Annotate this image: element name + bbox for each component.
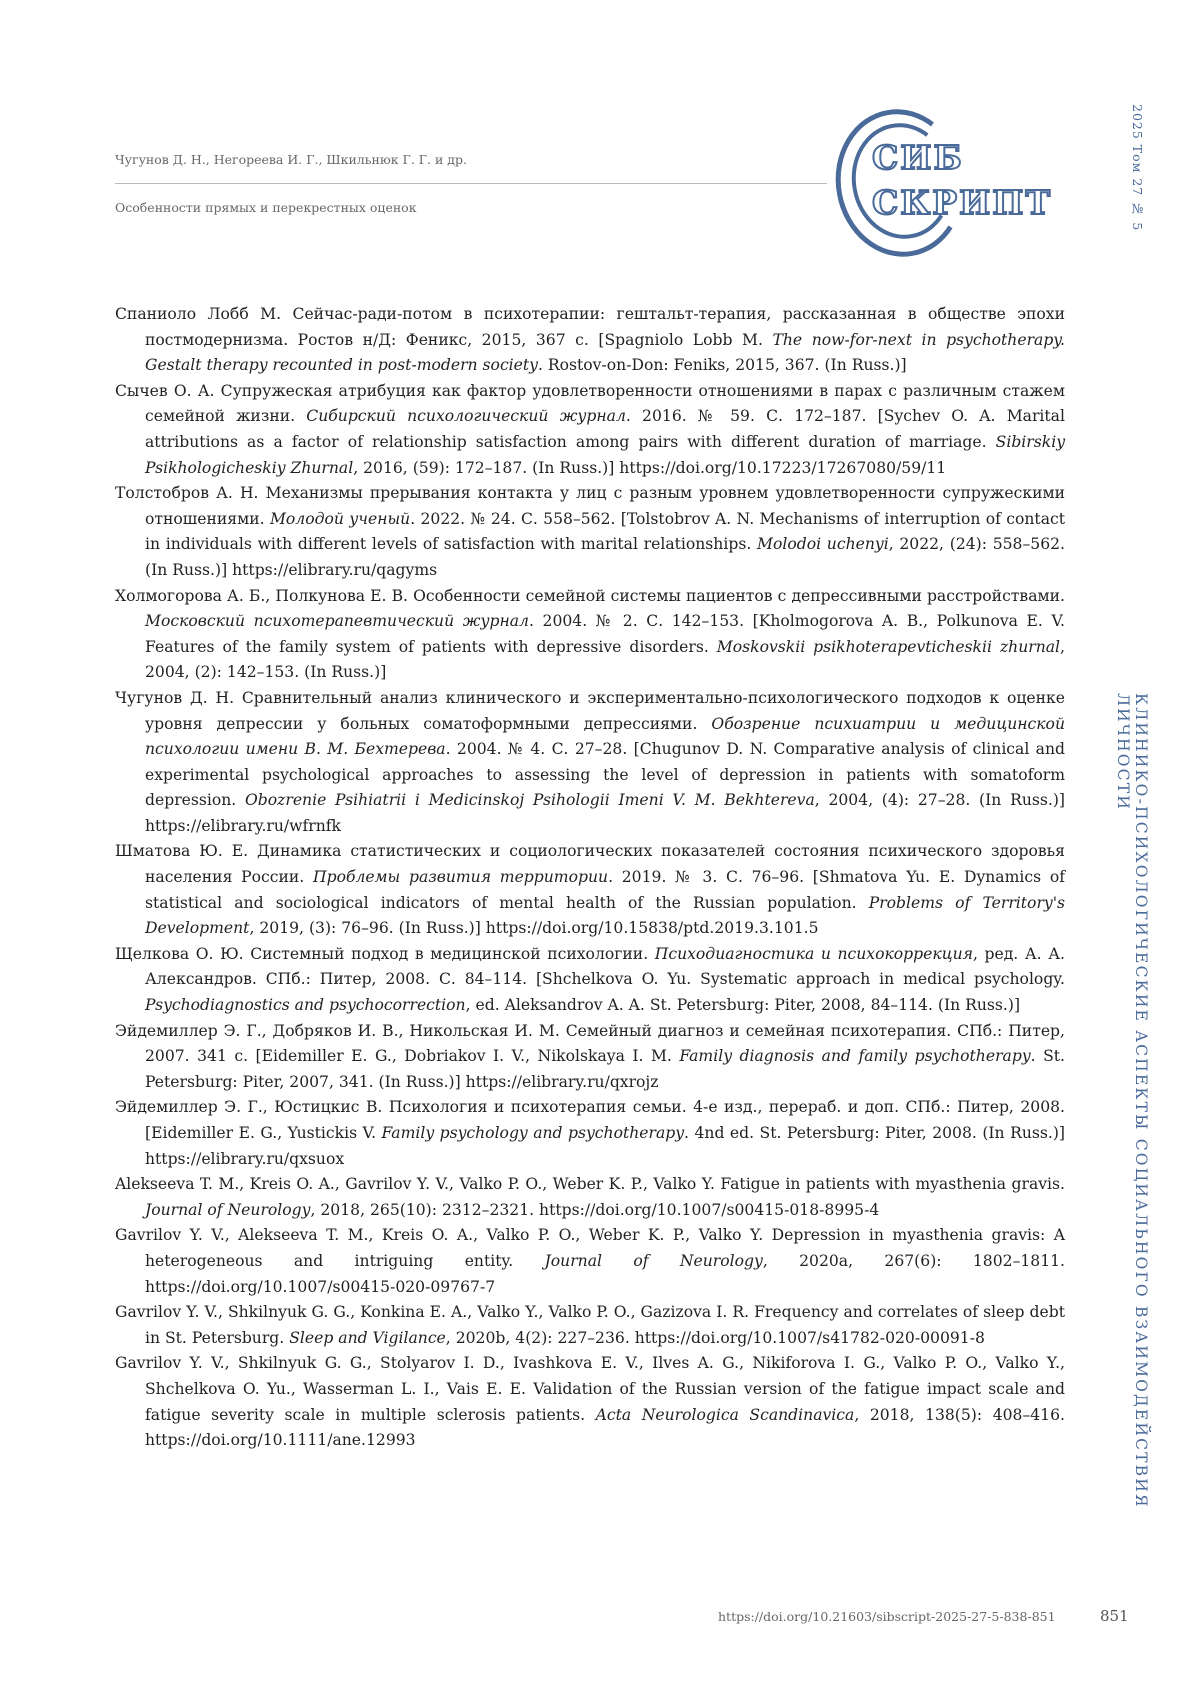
section-label: КЛИНИКО-ПСИХОЛОГИЧЕСКИЕ АСПЕКТЫ СОЦИАЛЬНОГО ВЗАИМОДЕЙСТВИЯ ЛИЧНОСТИ	[1114, 693, 1150, 1573]
journal-logo	[832, 105, 1072, 255]
running-header-authors: Чугунов Д. Н., Негореева И. Г., Шкильнюк Г. Г. и др.	[115, 152, 467, 167]
reference-item: Alekseeva T. M., Kreis O. A., Gavrilov Y. V., Valko P. O., Weber K. P., Valko Y. Fatigue in patients with myasthenia gravis. Journal of Neurology, 2018, 265(10): 2312–2321. https://doi.org/10.1007/s00415-018-8995-4	[115, 1172, 1065, 1223]
reference-item: Чугунов Д. Н. Сравнительный анализ клинического и экспериментально-психологического подходов к оценке уровня депрессии у больных соматоформными депрессиями. Обозрение психиатрии и медицинской психологии имени В. М. Бехтерева. 2004. № 4. С. 27–28. [Chugunov D. N. Comparative analysis of clinical and experimental psychological approaches to assessing the level of depression in patients with somatoform depression. Obozrenie Psihiatrii i Medicinskoj Psihologii Imeni V. M. Bekhtereva, 2004, (4): 27–28. (In Russ.)] https://elibrary.ru/wfrnfk	[115, 686, 1065, 840]
page-number: 851	[1100, 1607, 1129, 1625]
reference-item: Холмогорова А. Б., Полкунова Е. В. Особенности семейной системы пациентов с депрессивными расстройствами. Московский психотерапевтический журнал. 2004. № 2. С. 142–153. [Kholmogorova A. B., Polkunova E. V. Features of the family system of patients with depressive disorders. Moskovskii psikhoterapevticheskii zhurnal, 2004, (2): 142–153. (In Russ.)]	[115, 584, 1065, 686]
reference-item: Толстобров А. Н. Механизмы прерывания контакта у лиц с разным уровнем удовлетворенности супружескими отношениями. Молодой ученый. 2022. № 24. С. 558–562. [Tolstobrov A. N. Mechanisms of interruption of contact in individuals with different levels of satisfaction with marital relationships. Molodoi uchenyi, 2022, (24): 558–562. (In Russ.)] https://elibrary.ru/qagyms	[115, 481, 1065, 583]
reference-item: Gavrilov Y. V., Alekseeva T. M., Kreis O. A., Valko P. O., Weber K. P., Valko Y. Depression in myasthenia gravis: A heterogeneous and intriguing entity. Journal of Neurology, 2020a, 267(6): 1802–1811. https://doi.org/10.1007/s00415-020-09767-7	[115, 1223, 1065, 1300]
logo-text-line1: СИБ	[872, 138, 964, 177]
reference-item: Gavrilov Y. V., Shkilnyuk G. G., Stolyarov I. D., Ivashkova E. V., Ilves A. G., Nikiforova I. G., Valko P. O., Valko Y., Shchelkova O. Yu., Wasserman L. I., Vais E. E. Validation of the Russian version of the fatigue impact scale and fatigue severity scale in multiple sclerosis patients. Acta Neurologica Scandinavica, 2018, 138(5): 408–416. https://doi.org/10.1111/ane.12993	[115, 1351, 1065, 1453]
running-header-title: Особенности прямых и перекрестных оценок	[115, 200, 417, 215]
logo-text-line2: СКРИПТ	[872, 183, 1052, 222]
header-divider	[115, 183, 827, 184]
reference-item: Спаниоло Лобб М. Сейчас-ради-потом в психотерапии: гештальт-терапия, рассказанная в обществе эпохи постмодернизма. Ростов н/Д: Феникс, 2015, 367 с. [Spagniolo Lobb M. The now-for-next in psychotherapy. Gestalt therapy recounted in post-modern society. Rostov-on-Don: Feniks, 2015, 367. (In Russ.)]	[115, 302, 1065, 379]
reference-item: Эйдемиллер Э. Г., Добряков И. В., Никольская И. М. Семейный диагноз и семейная психотерапия. СПб.: Питер, 2007. 341 с. [Eidemiller E. G., Dobriakov I. V., Nikolskaya I. M. Family diagnosis and family psychotherapy. St. Petersburg: Piter, 2007, 341. (In Russ.)] https://elibrary.ru/qxrojz	[115, 1019, 1065, 1096]
issue-label: 2025 Том 27 № 5	[1130, 104, 1145, 231]
reference-item: Эйдемиллер Э. Г., Юстицкис В. Психология и психотерапия семьи. 4-е изд., перераб. и доп. СПб.: Питер, 2008. [Eidemiller E. G., Yustickis V. Family psychology and psychotherapy. 4nd ed. St. Petersburg: Piter, 2008. (In Russ.)] https://elibrary.ru/qxsuox	[115, 1095, 1065, 1172]
reference-list	[115, 302, 1065, 1454]
footer-doi-link[interactable]: https://doi.org/10.21603/sibscript-2025-27-5-838-851	[718, 1609, 1056, 1624]
reference-item: Сычев О. А. Супружеская атрибуция как фактор удовлетворенности отношениями в парах с различным стажем семейной жизни. Сибирский психологический журнал. 2016. № 59. С. 172–187. [Sychev O. A. Marital attributions as a factor of relationship satisfaction among pairs with different duration of marriage. Sibirskiy Psikhologicheskiy Zhurnal, 2016, (59): 172–187. (In Russ.)] https://doi.org/10.17223/17267080/59/11	[115, 379, 1065, 481]
reference-item: Gavrilov Y. V., Shkilnyuk G. G., Konkina E. A., Valko Y., Valko P. O., Gazizova I. R. Frequency and correlates of sleep debt in St. Petersburg. Sleep and Vigilance, 2020b, 4(2): 227–236. https://doi.org/10.1007/s41782-020-00091-8	[115, 1300, 1065, 1351]
reference-item: Щелкова О. Ю. Системный подход в медицинской психологии. Психодиагностика и психокоррекция, ред. А. А. Александров. СПб.: Питер, 2008. С. 84–114. [Shchelkova O. Yu. Systematic approach in medical psychology. Psychodiagnostics and psychocorrection, ed. Aleksandrov A. A. St. Petersburg: Piter, 2008, 84–114. (In Russ.)]	[115, 942, 1065, 1019]
reference-item: Шматова Ю. Е. Динамика статистических и социологических показателей состояния психического здоровья населения России. Проблемы развития территории. 2019. № 3. С. 76–96. [Shmatova Yu. E. Dynamics of statistical and sociological indicators of mental health of the Russian population. Problems of Territory's Development, 2019, (3): 76–96. (In Russ.)] https://doi.org/10.15838/ptd.2019.3.101.5	[115, 839, 1065, 941]
